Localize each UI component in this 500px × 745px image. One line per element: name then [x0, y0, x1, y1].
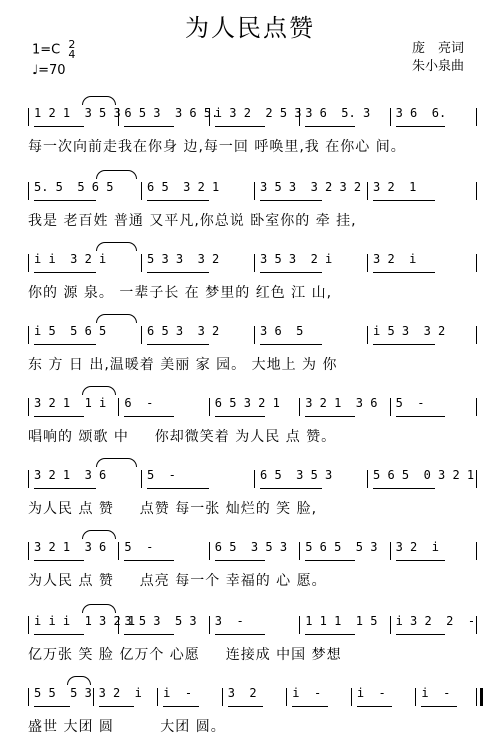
lyric-line: 盛世 大团 圆 大团 圆。: [28, 719, 226, 735]
bar-line: [390, 616, 391, 634]
bar-line: [209, 616, 210, 634]
bar-line: [390, 108, 391, 126]
measure-notes: 3 2 1 3 6: [34, 468, 107, 482]
lyricist-credit: 庞 亮词: [411, 41, 464, 56]
tie-slur: [82, 386, 116, 395]
bar-line: [157, 688, 158, 706]
time-denominator: 4: [68, 48, 76, 61]
bar-line: [28, 254, 29, 272]
note-beam: [215, 416, 265, 417]
lyric-line: 你的 源 泉。 一辈子长 在 梦里的 红色 江 山,: [28, 285, 333, 301]
bar-line: [209, 398, 210, 416]
song-title: 为人民点赞: [185, 14, 315, 42]
measure-notes: 3 2 i: [98, 686, 142, 700]
tie-slur: [96, 314, 138, 323]
note-beam: [373, 272, 435, 273]
bar-line: [367, 182, 368, 200]
measure-notes: 3 2 1 1 i: [34, 396, 107, 410]
measure-notes: 5 -: [395, 396, 425, 410]
measure-notes: 3 2 1 3 6: [34, 540, 107, 554]
score-system: [28, 672, 480, 735]
score-system: [28, 166, 480, 229]
tie-slur: [96, 170, 138, 179]
note-beam: [34, 344, 96, 345]
note-beam: [124, 126, 174, 127]
measure-notes: 3 5 3 2 i: [260, 252, 333, 266]
score-system: [28, 92, 480, 155]
bar-line: [351, 688, 352, 706]
note-beam: [124, 634, 174, 635]
note-beam: [260, 272, 322, 273]
bar-line: [254, 254, 255, 272]
lyric-line: 唱响的 颂歌 中 你却微笑着 为人民 点 赞。: [28, 429, 337, 445]
note-beam: [215, 126, 265, 127]
note-beam: [396, 634, 446, 635]
bar-line: [476, 542, 477, 560]
note-beam: [396, 416, 446, 417]
measure-notes: i -: [421, 686, 451, 700]
composer-credit: 朱小泉曲: [411, 59, 464, 74]
bar-line: [299, 542, 300, 560]
bar-line: [476, 326, 477, 344]
note-beam: [124, 560, 174, 561]
bar-line: [209, 108, 210, 126]
note-beam: [34, 634, 84, 635]
bar-line: [367, 254, 368, 272]
bar-line: [476, 470, 477, 488]
bar-line: [476, 182, 477, 200]
note-beam: [373, 200, 435, 201]
lyric-line: 亿万张 笑 脸 亿万个 心愿 连接成 中国 梦想: [28, 647, 342, 663]
lyric-line: 每一次向前走我在你身 边,每一回 呼唤里,我 在你心 间。: [28, 139, 406, 155]
note-beam: [421, 706, 457, 707]
measure-notes: 1 2 1 3 5 3: [34, 106, 121, 120]
note-beam: [34, 272, 96, 273]
measure-notes: 6 5 3 2 1: [147, 180, 220, 194]
bar-line: [28, 688, 29, 706]
bar-line: [476, 254, 477, 272]
bar-line: [286, 688, 287, 706]
bar-line: [390, 542, 391, 560]
note-beam: [215, 560, 265, 561]
bar-line: [28, 616, 29, 634]
bar-line: [209, 542, 210, 560]
note-beam: [34, 416, 84, 417]
measure-notes: i 5 3 3 2: [373, 324, 446, 338]
score-system: [28, 454, 480, 517]
note-beam: [396, 126, 446, 127]
bar-line: [254, 470, 255, 488]
measure-notes: 6 5 3 2 1: [214, 396, 280, 410]
measure-notes: i 5 5 6 5: [34, 324, 107, 338]
bar-line: [118, 108, 119, 126]
tie-slur: [82, 96, 116, 105]
measure-notes: i 3 2 2 5 3: [214, 106, 302, 120]
measure-notes: 6 -: [124, 396, 154, 410]
bar-line: [118, 542, 119, 560]
bar-line: [28, 542, 29, 560]
measure-notes: 3 2 i: [395, 540, 439, 554]
measure-notes: 5 6 5 5 3: [305, 540, 378, 554]
tempo-marking: ♩=70: [32, 62, 66, 78]
note-beam: [260, 200, 322, 201]
tie-slur: [96, 458, 138, 467]
measure-notes: 3 6 6.: [395, 106, 447, 120]
note-beam: [305, 634, 355, 635]
bar-line: [415, 688, 416, 706]
measure-notes: 3 2 i: [373, 252, 417, 266]
note-beam: [147, 272, 209, 273]
note-beam: [34, 126, 84, 127]
measure-notes: i -: [356, 686, 386, 700]
note-beam: [147, 344, 209, 345]
bar-line: [476, 398, 477, 416]
lyric-line: 东 方 日 出,温暖着 美丽 家 园。 大地上 为 你: [28, 357, 338, 373]
lyric-line: 为人民 点 赞 点赞 每一张 灿烂的 笑 脸,: [28, 501, 318, 517]
measure-notes: 3 2 1 3 6: [305, 396, 378, 410]
note-beam: [215, 634, 265, 635]
bar-line: [28, 398, 29, 416]
bar-line: [476, 688, 483, 706]
bar-line: [28, 470, 29, 488]
time-signature: [68, 40, 75, 60]
measure-notes: 6 5 3 5 3: [214, 540, 288, 554]
tie-slur: [96, 242, 138, 251]
note-beam: [34, 200, 96, 201]
measure-notes: 6 5 3 3 2: [147, 324, 220, 338]
note-beam: [34, 488, 96, 489]
measure-notes: i -: [163, 686, 193, 700]
note-beam: [260, 488, 322, 489]
score-system: [28, 600, 480, 663]
note-beam: [357, 706, 393, 707]
measure-notes: i i i 1 3 2 1: [34, 614, 136, 628]
measure-notes: 3 5 3 3 2 3 2: [260, 180, 362, 194]
note-beam: [34, 706, 70, 707]
bar-line: [476, 108, 477, 126]
lyric-line: 我是 老百姓 普通 又平凡,你总说 卧室你的 牵 挂,: [28, 213, 357, 229]
measure-notes: i 3 2 2 -: [395, 614, 476, 628]
bar-line: [254, 326, 255, 344]
measure-notes: 5 -: [124, 540, 154, 554]
time-numerator: 2: [68, 38, 76, 51]
measure-notes: 3 6 5: [260, 324, 304, 338]
measure-notes: 5. 5 5 6 5: [34, 180, 114, 194]
measure-notes: 5 6 5 0 3 2 1: [373, 468, 475, 482]
note-beam: [34, 560, 84, 561]
bar-line: [299, 398, 300, 416]
score-system: [28, 526, 480, 589]
key-signature-block: [32, 40, 75, 81]
tie-slur: [67, 676, 92, 685]
note-beam: [99, 706, 135, 707]
measure-notes: 3 2: [227, 686, 257, 700]
bar-line: [390, 398, 391, 416]
bar-line: [141, 254, 142, 272]
note-beam: [147, 488, 209, 489]
note-beam: [292, 706, 328, 707]
note-beam: [305, 560, 355, 561]
note-beam: [396, 560, 446, 561]
bar-line: [476, 616, 477, 634]
note-beam: [260, 344, 322, 345]
note-beam: [373, 344, 435, 345]
bar-line: [118, 616, 119, 634]
bar-line: [299, 108, 300, 126]
key-signature: 1=C: [32, 42, 61, 58]
measure-notes: 6 5 3 5 3: [260, 468, 333, 482]
measure-notes: 5 -: [147, 468, 176, 482]
bar-line: [93, 688, 94, 706]
measure-notes: 6 5 3 3 6 5.: [124, 106, 219, 120]
credits: [412, 40, 464, 76]
bar-line: [28, 182, 29, 200]
score-system: [28, 238, 480, 301]
bar-line: [118, 398, 119, 416]
measure-notes: i i 3 2 i: [34, 252, 107, 266]
bar-line: [28, 108, 29, 126]
measure-notes: i -: [292, 686, 322, 700]
bar-line: [222, 688, 223, 706]
bar-line: [28, 326, 29, 344]
note-beam: [163, 706, 199, 707]
score-system: [28, 310, 480, 373]
bar-line: [254, 182, 255, 200]
note-beam: [305, 126, 355, 127]
bar-line: [141, 470, 142, 488]
bar-line: [299, 616, 300, 634]
note-beam: [124, 416, 174, 417]
note-beam: [373, 488, 435, 489]
measure-notes: 3 -: [214, 614, 244, 628]
tie-slur: [82, 604, 116, 613]
measure-notes: 5 3 3 3 2: [147, 252, 220, 266]
score-system: [28, 382, 480, 445]
measure-notes: 1 1 1 1 5: [305, 614, 378, 628]
measure-notes: 3 6 5. 3: [305, 106, 371, 120]
bar-line: [141, 326, 142, 344]
tie-slur: [82, 530, 116, 539]
lyric-line: 为人民 点 赞 点亮 每一个 幸福的 心 愿。: [28, 573, 327, 589]
bar-line: [367, 326, 368, 344]
bar-line: [141, 182, 142, 200]
note-beam: [228, 706, 264, 707]
measure-notes: 3 2 1: [373, 180, 417, 194]
measure-notes: 3 5 3 5 3: [124, 614, 197, 628]
note-beam: [147, 200, 209, 201]
note-beam: [305, 416, 355, 417]
bar-line: [367, 470, 368, 488]
measure-notes: 5 5 5 3: [34, 686, 92, 700]
